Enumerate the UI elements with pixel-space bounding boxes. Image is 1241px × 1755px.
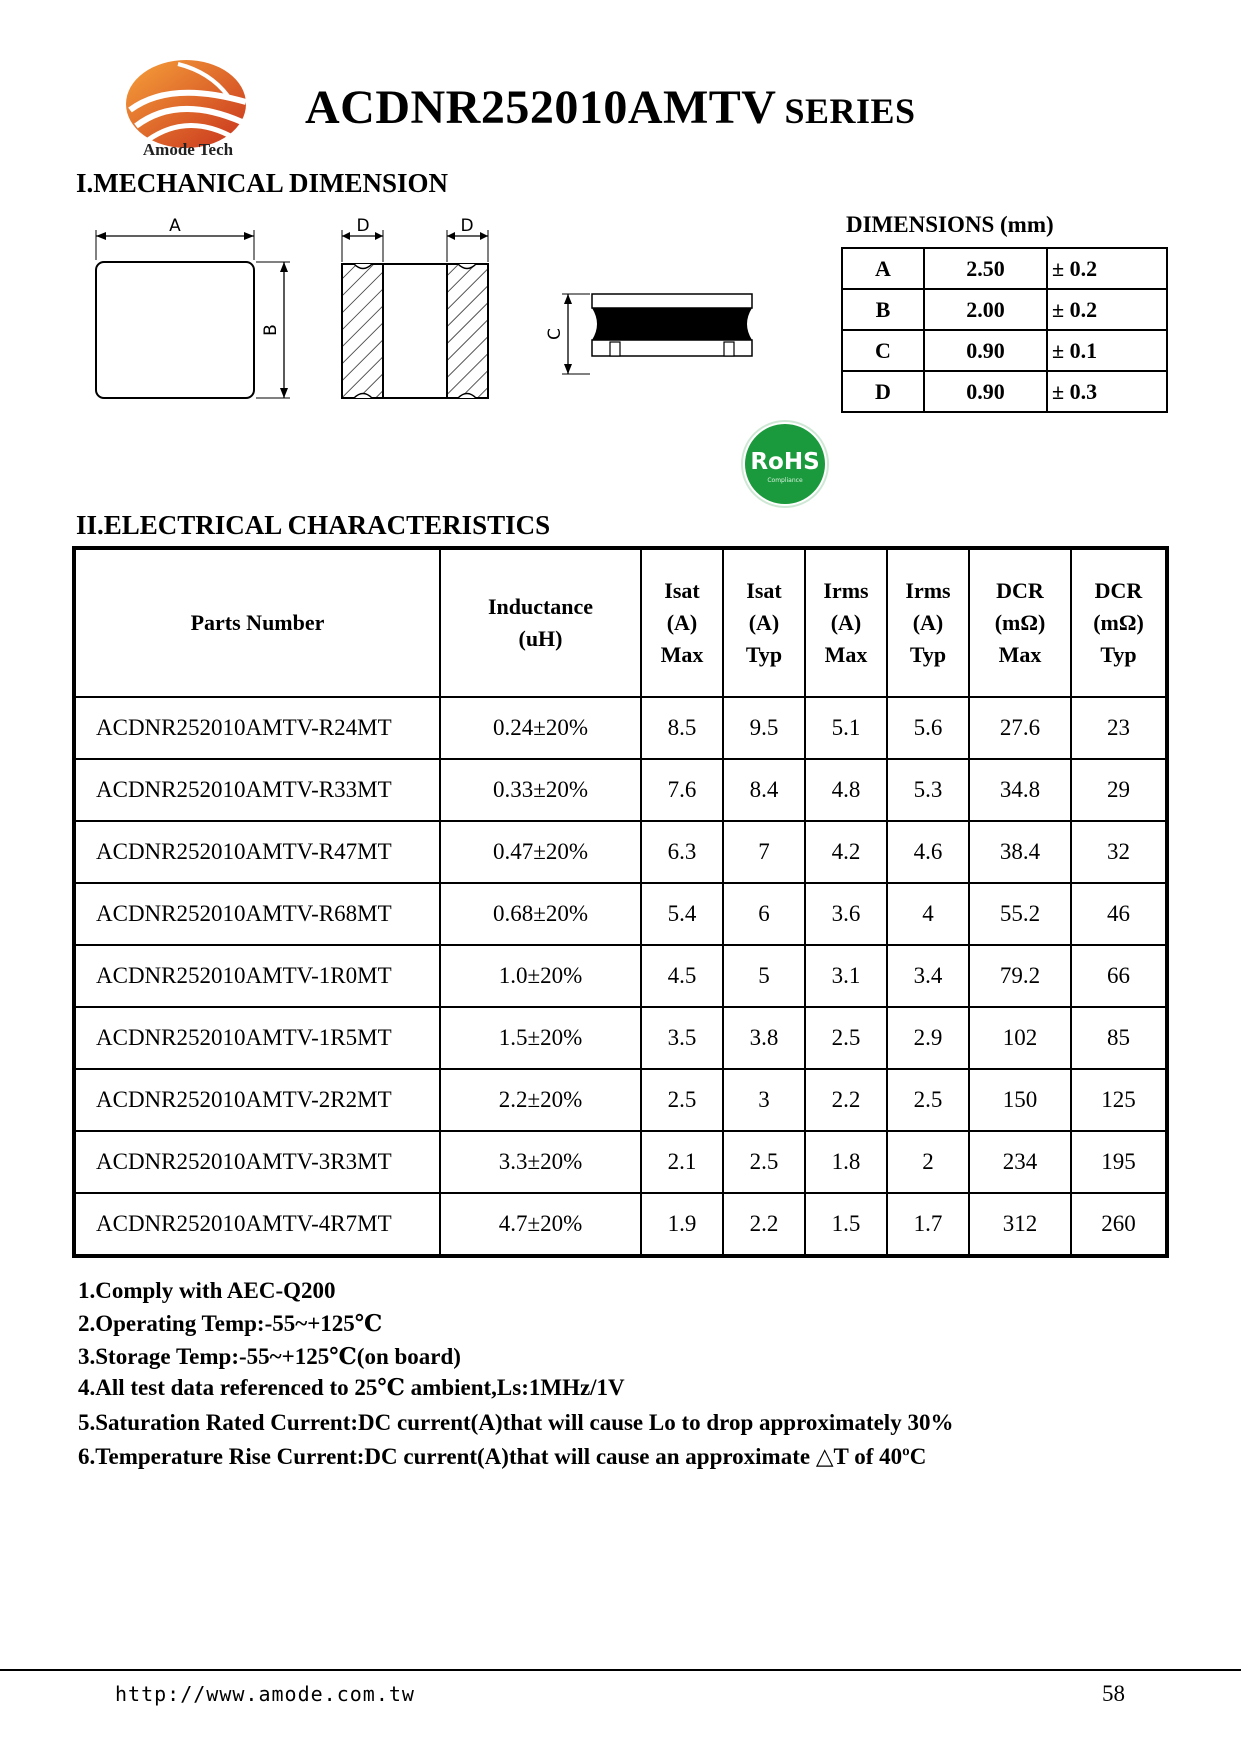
mechanical-section-title: I.MECHANICAL DIMENSION <box>76 168 449 198</box>
footer-divider <box>0 1669 1241 1671</box>
dcr-max-cell: 79.2 <box>969 945 1071 1007</box>
dcr-max-cell: 34.8 <box>969 759 1071 821</box>
irms-max-cell: 2.2 <box>805 1069 887 1131</box>
isat-typ-cell: 5 <box>723 945 805 1007</box>
header-line: Irms <box>823 578 869 604</box>
irms-max-cell: 2.5 <box>805 1007 887 1069</box>
irms-typ-cell: 2 <box>887 1131 969 1193</box>
dimension-label: B <box>842 289 924 330</box>
dimension-row <box>842 289 1167 330</box>
header-line: (mΩ) <box>994 610 1046 636</box>
mechanical-drawing <box>86 212 786 412</box>
isat-max-cell: 2.5 <box>641 1069 723 1131</box>
irms-typ-cell: 4 <box>887 883 969 945</box>
isat-typ-cell: 8.4 <box>723 759 805 821</box>
col-header-inductance <box>440 548 641 697</box>
dimension-label: A <box>842 248 924 289</box>
header-line: Typ <box>1100 641 1137 667</box>
irms-max-cell: 1.8 <box>805 1131 887 1193</box>
inductance-cell: 0.68±20% <box>440 883 641 945</box>
isat-max-cell: 3.5 <box>641 1007 723 1069</box>
dcr-max-cell: 234 <box>969 1131 1071 1193</box>
isat-typ-cell: 2.5 <box>723 1131 805 1193</box>
note-5: 5.Saturation Rated Current:DC current(A)that will cause Lo to drop approximately 30% <box>78 1410 954 1435</box>
series-label: SERIES <box>784 91 916 131</box>
isat-max-cell: 6.3 <box>641 821 723 883</box>
dcr-typ-cell: 260 <box>1071 1193 1167 1256</box>
page-number: 58 <box>1102 1681 1125 1706</box>
header-line: Max <box>660 641 704 667</box>
part-number-cell: ACDNR252010AMTV-3R3MT <box>74 1131 440 1193</box>
header-line: (mΩ) <box>1093 610 1144 636</box>
dimension-row <box>842 330 1167 371</box>
col-header-irms-max <box>805 548 887 697</box>
isat-max-cell: 2.1 <box>641 1131 723 1193</box>
part-number-cell: ACDNR252010AMTV-R47MT <box>74 821 440 883</box>
col-header-isat-max <box>641 548 723 697</box>
dimensions-table <box>841 247 1168 413</box>
header-line: DCR <box>1094 578 1143 604</box>
part-number-cell: ACDNR252010AMTV-R68MT <box>74 883 440 945</box>
rohs-icon <box>740 419 830 509</box>
title-part: ACDNR252010AMTV <box>305 81 777 134</box>
irms-max-cell: 3.1 <box>805 945 887 1007</box>
table-row <box>74 945 1167 1007</box>
header-line: Parts Number <box>190 610 325 636</box>
header-line: Typ <box>745 641 783 667</box>
col-header-isat-typ <box>723 548 805 697</box>
part-number-cell: ACDNR252010AMTV-2R2MT <box>74 1069 440 1131</box>
part-number-cell: ACDNR252010AMTV-1R0MT <box>74 945 440 1007</box>
col-header-irms-typ <box>887 548 969 697</box>
header-line: DCR <box>996 578 1044 604</box>
part-number-cell: ACDNR252010AMTV-1R5MT <box>74 1007 440 1069</box>
dimension-row <box>842 371 1167 412</box>
dcr-typ-cell: 195 <box>1071 1131 1167 1193</box>
table-row <box>74 1193 1167 1256</box>
dimension-tolerance: ± 0.2 <box>1047 248 1167 289</box>
table-row <box>74 697 1167 759</box>
dimensions-caption: DIMENSIONS (mm) <box>846 212 1054 237</box>
header-line: (A) <box>830 610 862 636</box>
table-row <box>74 1007 1167 1069</box>
inductance-cell: 1.0±20% <box>440 945 641 1007</box>
dimension-value: 2.50 <box>924 248 1047 289</box>
irms-typ-cell: 5.6 <box>887 697 969 759</box>
dcr-max-cell: 150 <box>969 1069 1071 1131</box>
rohs-subtext: Compliance <box>767 477 803 484</box>
inductance-cell: 2.2±20% <box>440 1069 641 1131</box>
table-row <box>74 883 1167 945</box>
dimension-tolerance: ± 0.3 <box>1047 371 1167 412</box>
table-row <box>74 759 1167 821</box>
table-row <box>74 1131 1167 1193</box>
dcr-typ-cell: 32 <box>1071 821 1167 883</box>
irms-typ-cell: 1.7 <box>887 1193 969 1256</box>
header-line: (uH) <box>518 626 563 651</box>
isat-max-cell: 8.5 <box>641 697 723 759</box>
header-line: Isat <box>746 578 782 604</box>
dcr-typ-cell: 66 <box>1071 945 1167 1007</box>
inductance-cell: 3.3±20% <box>440 1131 641 1193</box>
electrical-table-body <box>74 697 1167 1256</box>
header-line: Isat <box>664 578 700 604</box>
label-d-right: D <box>460 216 474 236</box>
rohs-text: RoHS <box>750 449 820 475</box>
dcr-max-cell: 38.4 <box>969 821 1071 883</box>
part-number-cell: ACDNR252010AMTV-R33MT <box>74 759 440 821</box>
dcr-max-cell: 55.2 <box>969 883 1071 945</box>
dcr-typ-cell: 46 <box>1071 883 1167 945</box>
irms-max-cell: 1.5 <box>805 1193 887 1256</box>
dimension-value: 0.90 <box>924 330 1047 371</box>
dcr-typ-cell: 85 <box>1071 1007 1167 1069</box>
company-name: Amode Tech <box>142 140 234 159</box>
dimension-value: 0.90 <box>924 371 1047 412</box>
page-title <box>305 80 916 135</box>
inductance-cell: 0.33±20% <box>440 759 641 821</box>
irms-max-cell: 5.1 <box>805 697 887 759</box>
irms-typ-cell: 4.6 <box>887 821 969 883</box>
col-header-dcr-max <box>969 548 1071 697</box>
dcr-typ-cell: 23 <box>1071 697 1167 759</box>
label-d-left: D <box>356 216 370 236</box>
label-a: A <box>169 216 181 236</box>
table-row <box>74 821 1167 883</box>
header-line: (A) <box>912 610 944 636</box>
isat-max-cell: 7.6 <box>641 759 723 821</box>
inductance-cell: 0.24±20% <box>440 697 641 759</box>
irms-typ-cell: 5.3 <box>887 759 969 821</box>
header-line: Irms <box>905 578 951 604</box>
dcr-max-cell: 102 <box>969 1007 1071 1069</box>
note-1: 1.Comply with AEC-Q200 <box>78 1278 336 1303</box>
isat-typ-cell: 3 <box>723 1069 805 1131</box>
irms-typ-cell: 2.9 <box>887 1007 969 1069</box>
electrical-table <box>72 546 1169 1258</box>
irms-max-cell: 4.2 <box>805 821 887 883</box>
footer-url-link[interactable]: http://www.amode.com.tw <box>115 1682 415 1706</box>
table-header-row <box>74 548 1167 697</box>
dcr-max-cell: 312 <box>969 1193 1071 1256</box>
isat-max-cell: 1.9 <box>641 1193 723 1256</box>
inductance-cell: 4.7±20% <box>440 1193 641 1256</box>
isat-max-cell: 4.5 <box>641 945 723 1007</box>
dcr-max-cell: 27.6 <box>969 697 1071 759</box>
header-line: Max <box>998 641 1042 667</box>
note-4: 4.All test data referenced to 25℃ ambient,Ls:1MHz/1V <box>78 1375 625 1400</box>
dimension-tolerance: ± 0.1 <box>1047 330 1167 371</box>
isat-typ-cell: 2.2 <box>723 1193 805 1256</box>
header-line: Inductance <box>487 594 594 620</box>
note-2: 2.Operating Temp:-55~+125℃ <box>78 1311 383 1336</box>
irms-max-cell: 3.6 <box>805 883 887 945</box>
col-header-parts-number <box>74 548 440 697</box>
dimension-value: 2.00 <box>924 289 1047 330</box>
inductance-cell: 0.47±20% <box>440 821 641 883</box>
label-b: B <box>261 324 281 336</box>
isat-typ-cell: 3.8 <box>723 1007 805 1069</box>
header-line: Max <box>824 641 868 667</box>
col-header-dcr-typ <box>1071 548 1167 697</box>
header-line: (A) <box>748 610 780 636</box>
isat-typ-cell: 9.5 <box>723 697 805 759</box>
note-3: 3.Storage Temp:-55~+125℃(on board) <box>78 1344 461 1369</box>
table-row <box>74 1069 1167 1131</box>
label-c: C <box>545 328 565 340</box>
dimension-label: C <box>842 330 924 371</box>
irms-max-cell: 4.8 <box>805 759 887 821</box>
note-6: 6.Temperature Rise Current:DC current(A)that will cause an approximate △T of 40ºC <box>78 1444 927 1469</box>
isat-max-cell: 5.4 <box>641 883 723 945</box>
part-number-cell: ACDNR252010AMTV-R24MT <box>74 697 440 759</box>
irms-typ-cell: 3.4 <box>887 945 969 1007</box>
dimension-row <box>842 248 1167 289</box>
header-line: (A) <box>666 610 698 636</box>
dimension-label: D <box>842 371 924 412</box>
isat-typ-cell: 6 <box>723 883 805 945</box>
isat-typ-cell: 7 <box>723 821 805 883</box>
part-number-cell: ACDNR252010AMTV-4R7MT <box>74 1193 440 1256</box>
dcr-typ-cell: 125 <box>1071 1069 1167 1131</box>
inductance-cell: 1.5±20% <box>440 1007 641 1069</box>
electrical-section-title: II.ELECTRICAL CHARACTERISTICS <box>76 510 551 540</box>
dimension-tolerance: ± 0.2 <box>1047 289 1167 330</box>
header-line: Typ <box>909 641 947 667</box>
dcr-typ-cell: 29 <box>1071 759 1167 821</box>
irms-typ-cell: 2.5 <box>887 1069 969 1131</box>
